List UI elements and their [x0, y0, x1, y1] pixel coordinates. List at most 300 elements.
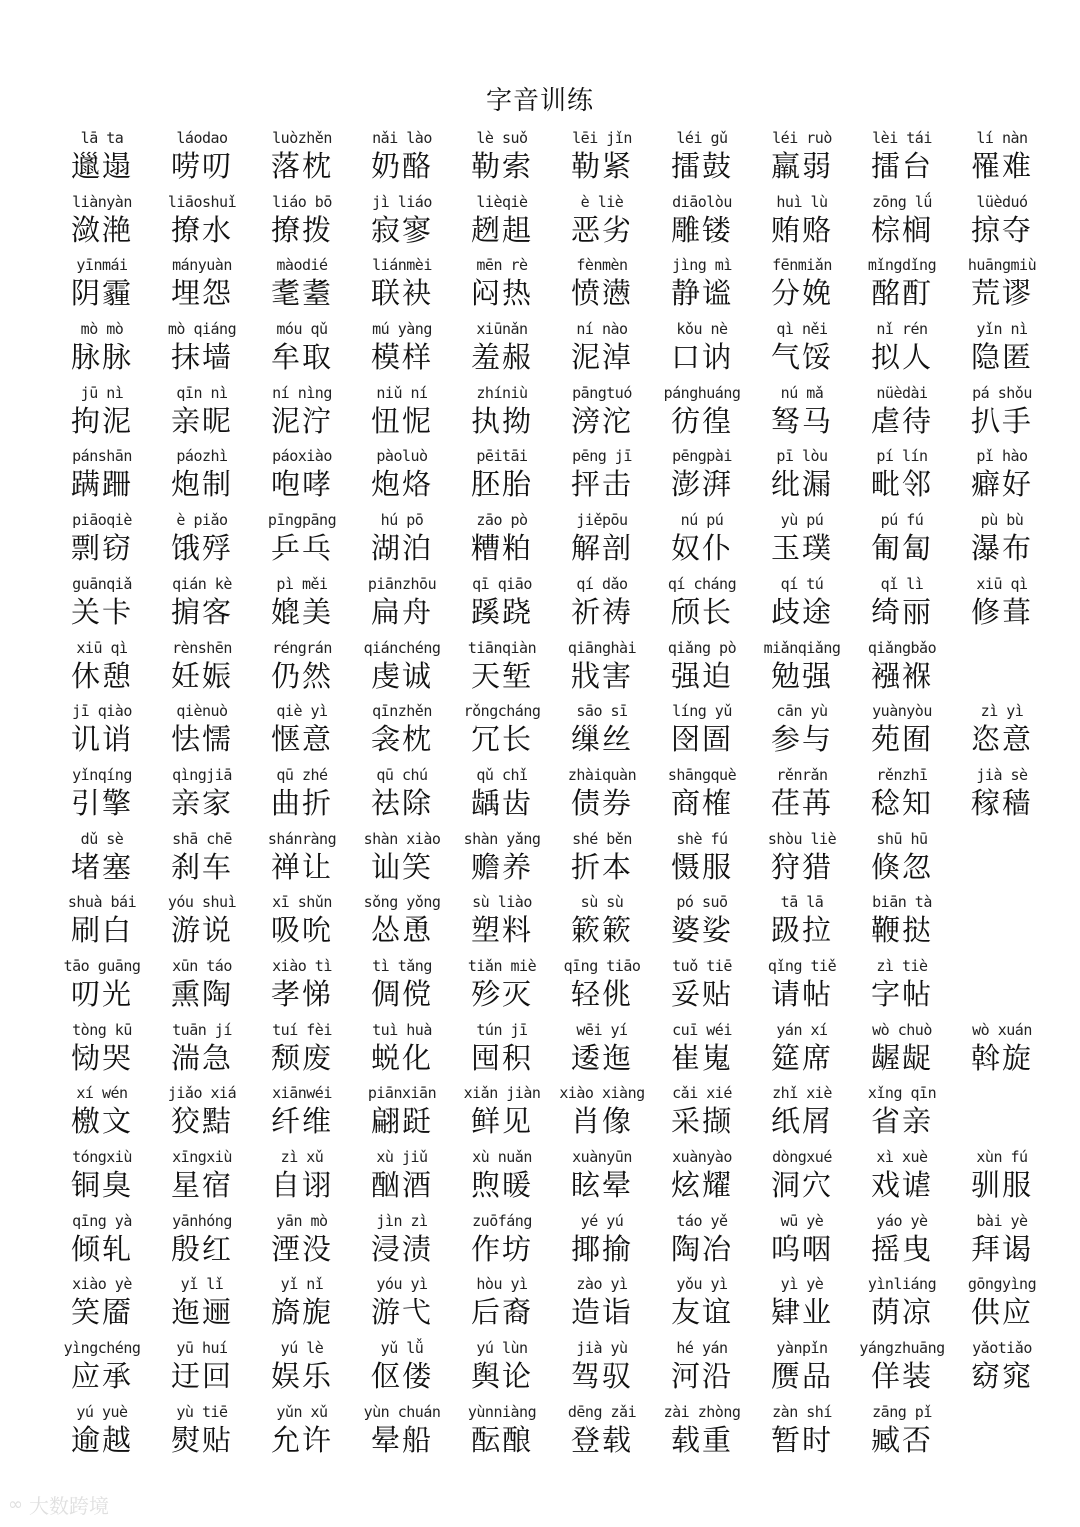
pinyin: wū yè	[780, 1211, 824, 1230]
hanzi-word: 恶劣	[570, 212, 633, 247]
vocab-item	[52, 765, 152, 829]
vocab-item	[652, 574, 752, 638]
vocab-item	[52, 574, 152, 638]
vocab-item	[452, 892, 552, 956]
hanzi-word: 佯装	[870, 1359, 933, 1394]
hanzi-word: 棕榈	[870, 212, 933, 247]
vocab-item	[252, 701, 352, 765]
hanzi-word: 债券	[570, 785, 633, 820]
pinyin: pú fú	[880, 511, 924, 530]
pinyin: yū huí	[176, 1339, 228, 1358]
pinyin: pàoluò	[376, 447, 428, 466]
pinyin: jì liáo	[372, 192, 432, 211]
vocab-item	[552, 956, 652, 1020]
hanzi-word: 唠叨	[170, 149, 233, 183]
vocab-item	[752, 319, 852, 383]
vocab-item	[852, 701, 952, 765]
vocab-item	[52, 446, 152, 510]
vocab-item	[152, 956, 252, 1020]
hanzi-word: 撩水	[170, 212, 233, 247]
hanzi-word: 祈祷	[570, 594, 633, 629]
watermark-text: 大数跨境	[29, 1494, 109, 1518]
hanzi-word: 耄耋	[270, 276, 333, 311]
hanzi-word: 修葺	[970, 594, 1033, 629]
hanzi-word: 休憩	[70, 658, 133, 693]
hanzi-word: 斡旋	[970, 1040, 1033, 1075]
pinyin: páoxiào	[272, 447, 332, 466]
hanzi-word: 翩跹	[370, 1104, 433, 1139]
pinyin: pī lòu	[776, 447, 828, 466]
hanzi-word: 滂沱	[570, 403, 633, 438]
vocab-item	[552, 1211, 652, 1275]
pinyin: qū chú	[376, 765, 428, 784]
vocab-item	[52, 1274, 152, 1338]
pinyin: liànyàn	[72, 192, 132, 211]
vocab-item	[652, 319, 752, 383]
vocab-item	[352, 1020, 452, 1084]
vocab-item	[252, 892, 352, 956]
pinyin: miǎnqiǎng	[763, 638, 841, 657]
pinyin: dēng zǎi	[567, 1402, 637, 1421]
vocab-row	[52, 1083, 1052, 1147]
pinyin: shū hū	[876, 829, 928, 848]
vocab-item	[952, 765, 1052, 829]
vocab-item	[452, 1402, 552, 1466]
hanzi-word: 荫凉	[870, 1295, 933, 1330]
pinyin: réngrán	[272, 638, 332, 657]
hanzi-word: 酗酒	[370, 1168, 433, 1202]
hanzi-word: 洞穴	[770, 1168, 833, 1202]
vocab-item	[852, 574, 952, 638]
vocab-row	[52, 574, 1052, 638]
pinyin: dǔ sè	[80, 829, 124, 848]
hanzi-word: 颓废	[270, 1040, 333, 1075]
vocab-item	[952, 510, 1052, 574]
pinyin: qí cháng	[667, 574, 737, 593]
vocab-item	[852, 1211, 952, 1275]
hanzi-word: 掠夺	[970, 212, 1033, 247]
hanzi-word: 妥贴	[670, 976, 733, 1011]
pinyin: yú lùn	[476, 1339, 528, 1358]
vocab-item	[652, 1402, 752, 1466]
hanzi-word: 强迫	[670, 658, 733, 693]
vocab-grid	[52, 128, 1052, 1465]
pinyin: mǐngdǐng	[867, 256, 937, 275]
hanzi-word: 炮制	[170, 467, 233, 502]
vocab-item	[852, 1402, 952, 1466]
vocab-row	[52, 1402, 1052, 1466]
vocab-item	[52, 956, 152, 1020]
pinyin: yú lè	[280, 1339, 324, 1358]
vocab-item	[252, 829, 352, 893]
pinyin: cuī wéi	[672, 1020, 732, 1039]
pinyin: qí tú	[780, 574, 824, 593]
vocab-item	[652, 956, 752, 1020]
vocab-item	[552, 1147, 652, 1211]
hanzi-word: 玉璞	[770, 531, 833, 566]
vocab-item	[52, 1338, 152, 1402]
pinyin: mēn rè	[476, 256, 528, 275]
pinyin: yànpǐn	[776, 1339, 828, 1358]
hanzi-word: 鞭挞	[870, 913, 933, 948]
vocab-item	[252, 1274, 352, 1338]
hanzi-word: 联袂	[370, 276, 433, 311]
vocab-item	[352, 128, 452, 192]
pinyin: qiènuò	[176, 702, 228, 721]
vocab-item	[152, 383, 252, 447]
pinyin: liánmèi	[372, 256, 432, 275]
pinyin: páozhì	[176, 447, 228, 466]
pinyin: xǐng qīn	[867, 1084, 937, 1103]
vocab-item	[152, 1274, 252, 1338]
vocab-item	[752, 510, 852, 574]
pinyin: yùnniàng	[467, 1402, 537, 1421]
vocab-item	[952, 1274, 1052, 1338]
hanzi-word: 商榷	[670, 785, 733, 820]
pinyin: lèi tái	[872, 129, 932, 147]
pinyin: qiānghài	[567, 638, 637, 657]
vocab-row	[52, 956, 1052, 1020]
vocab-item	[752, 128, 852, 192]
pinyin: nüèdài	[876, 383, 928, 402]
pinyin: tuān jí	[172, 1020, 232, 1039]
hanzi-word: 肖像	[570, 1104, 633, 1139]
vocab-item	[252, 446, 352, 510]
pinyin: jī qiào	[72, 702, 132, 721]
pinyin: yǔn xǔ	[276, 1402, 328, 1421]
pinyin: xù jiǔ	[376, 1148, 428, 1166]
pinyin: lièqiè	[476, 192, 528, 211]
hanzi-word: 孝悌	[270, 976, 333, 1011]
pinyin: biān tà	[872, 893, 932, 912]
watermark-logo-icon: ∞	[8, 1494, 23, 1515]
vocab-item	[352, 1274, 452, 1338]
pinyin: xiū qì	[976, 574, 1028, 593]
hanzi-word: 稔知	[870, 785, 933, 820]
hanzi-word: 苑囿	[870, 722, 933, 757]
page-title: 字音训练	[485, 86, 594, 116]
pinyin: yǎotiǎo	[972, 1339, 1032, 1358]
hanzi-word: 胚胎	[470, 467, 533, 502]
hanzi-word: 省亲	[870, 1104, 933, 1139]
pinyin: tā lā	[780, 893, 824, 912]
pinyin: tuǒ tiē	[672, 956, 732, 975]
pinyin: táo yě	[676, 1211, 728, 1230]
hanzi-word: 旖旎	[270, 1295, 333, 1330]
vocab-row	[52, 1274, 1052, 1338]
vocab-item	[752, 383, 852, 447]
pinyin: pánshān	[72, 447, 132, 466]
hanzi-word: 寂寥	[370, 212, 433, 247]
hanzi-word: 崔嵬	[670, 1040, 733, 1075]
vocab-row	[52, 1211, 1052, 1275]
vocab-item	[552, 701, 652, 765]
vocab-item	[452, 1147, 552, 1211]
hanzi-word: 倏忽	[870, 849, 933, 884]
hanzi-word: 讥诮	[70, 722, 133, 757]
pinyin: qì něi	[776, 320, 828, 339]
vocab-item	[652, 192, 752, 256]
vocab-item	[352, 638, 452, 702]
pinyin: xiào tì	[272, 956, 332, 975]
hanzi-word: 撩拨	[270, 212, 333, 247]
vocab-item	[552, 383, 652, 447]
vocab-item	[152, 1083, 252, 1147]
hanzi-word: 酝酿	[470, 1422, 533, 1457]
vocab-item	[752, 1083, 852, 1147]
vocab-item	[752, 765, 852, 829]
hanzi-word: 鲜见	[470, 1104, 533, 1139]
vocab-item	[652, 510, 752, 574]
hanzi-word: 牟取	[270, 340, 333, 375]
pinyin: yǐ nǐ	[280, 1275, 324, 1294]
vocab-item	[552, 1083, 652, 1147]
hanzi-word: 荒谬	[970, 276, 1033, 311]
hanzi-word: 晕船	[370, 1422, 433, 1457]
vocab-item	[552, 574, 652, 638]
pinyin: ní nào	[576, 320, 628, 339]
pinyin: yānhóng	[172, 1211, 232, 1230]
pinyin: yǔ lǚ	[380, 1339, 424, 1358]
vocab-item	[552, 319, 652, 383]
vocab-item	[152, 829, 252, 893]
vocab-item	[152, 638, 252, 702]
hanzi-word: 口讷	[670, 340, 733, 375]
vocab-item	[852, 1338, 952, 1402]
vocab-item	[452, 1274, 552, 1338]
hanzi-word: 脉脉	[70, 340, 133, 375]
pinyin: pāngtuó	[572, 383, 632, 402]
hanzi-word: 趿拉	[770, 913, 833, 948]
hanzi-word: 湖泊	[370, 531, 433, 566]
vocab-item	[152, 1211, 252, 1275]
pinyin: yì yè	[780, 1275, 824, 1294]
pinyin: yù pú	[780, 511, 824, 530]
vocab-item	[852, 1147, 952, 1211]
pinyin: tuí fèi	[272, 1020, 332, 1039]
vocab-item	[452, 956, 552, 1020]
pinyin: mò qiáng	[167, 320, 237, 339]
pinyin: qī qiāo	[472, 574, 532, 593]
pinyin: qián kè	[172, 574, 232, 593]
vocab-item	[52, 510, 152, 574]
pinyin: màodié	[276, 256, 328, 275]
hanzi-word: 戏谑	[870, 1168, 933, 1202]
vocab-item	[452, 319, 552, 383]
hanzi-word: 檄文	[70, 1104, 133, 1139]
pinyin: xiū qì	[76, 638, 128, 657]
pinyin: nǐ rén	[876, 320, 928, 339]
pinyin: sù liào	[472, 893, 532, 912]
hanzi-word: 纰漏	[770, 467, 833, 502]
hanzi-word: 蜕化	[370, 1040, 433, 1075]
pinyin: shāngquè	[667, 765, 737, 784]
vocab-item	[952, 1020, 1052, 1084]
pinyin: pēitāi	[476, 447, 528, 466]
pinyin: xiānwéi	[272, 1084, 332, 1103]
hanzi-word: 泥泞	[270, 403, 333, 438]
vocab-item	[552, 1020, 652, 1084]
hanzi-word: 扒手	[970, 403, 1033, 438]
vocab-item	[852, 956, 952, 1020]
hanzi-word: 龋齿	[470, 785, 533, 820]
hanzi-word: 糟粕	[470, 531, 533, 566]
vocab-row	[52, 192, 1052, 256]
pinyin: ní nìng	[272, 383, 332, 402]
pinyin: lè suǒ	[476, 129, 528, 147]
pinyin: móu qǔ	[276, 320, 328, 339]
hanzi-word: 赡养	[470, 849, 533, 884]
pinyin: yú yuè	[76, 1402, 128, 1421]
hanzi-word: 摇曳	[870, 1231, 933, 1266]
hanzi-word: 驯服	[970, 1168, 1033, 1202]
hanzi-word: 抨击	[570, 467, 633, 502]
pinyin: xùn fú	[976, 1148, 1028, 1166]
hanzi-word: 拜谒	[970, 1231, 1033, 1266]
pinyin: shàn yǎng	[463, 829, 541, 848]
pinyin: yìngchéng	[63, 1339, 141, 1358]
pinyin: qū zhé	[276, 765, 328, 784]
pinyin: hé yán	[676, 1339, 728, 1358]
hanzi-word: 邋遢	[70, 149, 133, 183]
vocab-item	[252, 192, 352, 256]
hanzi-word: 游说	[170, 913, 233, 948]
pinyin: tāo guāng	[63, 956, 141, 975]
hanzi-word: 囤积	[470, 1040, 533, 1075]
hanzi-word: 阴霾	[70, 276, 133, 311]
pinyin: pì měi	[276, 574, 328, 593]
pinyin: nú pú	[680, 511, 724, 530]
hanzi-word: 殷红	[170, 1231, 233, 1266]
pinyin: qìngjiā	[172, 765, 232, 784]
vocab-item	[52, 255, 152, 319]
hanzi-word: 媲美	[270, 594, 333, 629]
hanzi-word: 绮丽	[870, 594, 933, 629]
hanzi-word: 静谧	[670, 276, 733, 311]
vocab-row	[52, 383, 1052, 447]
vocab-item	[352, 1402, 452, 1466]
pinyin: tóngxiù	[72, 1148, 132, 1166]
hanzi-word: 气馁	[770, 340, 833, 375]
pinyin: pí lín	[876, 447, 928, 466]
hanzi-word: 友谊	[670, 1295, 733, 1330]
hanzi-word: 饿殍	[170, 531, 233, 566]
hanzi-word: 恸哭	[70, 1040, 133, 1075]
hanzi-word: 河沿	[670, 1359, 733, 1394]
pinyin: huì lù	[776, 192, 828, 211]
pinyin: sǒng yǒng	[363, 893, 441, 912]
pinyin: yǒu yì	[676, 1275, 728, 1294]
vocab-item	[52, 1402, 152, 1466]
pinyin: shòu liè	[767, 829, 837, 848]
hanzi-word: 奶酪	[370, 149, 433, 183]
hanzi-word: 婆娑	[670, 913, 733, 948]
vocab-item	[652, 128, 752, 192]
pinyin: xiūnǎn	[476, 320, 528, 339]
pinyin: pēngpài	[672, 447, 732, 466]
hanzi-word: 恣意	[970, 722, 1033, 757]
hanzi-word: 羞赧	[470, 340, 533, 375]
pinyin: rěnrǎn	[776, 765, 828, 784]
vocab-item	[952, 446, 1052, 510]
pinyin: liáo bō	[272, 192, 332, 211]
vocab-item	[552, 1274, 652, 1338]
vocab-item	[252, 1402, 352, 1466]
vocab-item	[852, 829, 952, 893]
hanzi-word: 拟人	[870, 340, 933, 375]
hanzi-word: 乒乓	[270, 531, 333, 566]
hanzi-word: 呜咽	[770, 1231, 833, 1266]
pinyin: tún jī	[476, 1020, 528, 1039]
hanzi-word: 载重	[670, 1422, 733, 1457]
vocab-item	[652, 383, 752, 447]
vocab-item	[452, 1020, 552, 1084]
pinyin: bài yè	[976, 1211, 1028, 1230]
hanzi-word: 湮没	[270, 1231, 333, 1266]
vocab-item	[552, 1338, 652, 1402]
pinyin: yìnliáng	[867, 1275, 937, 1294]
pinyin: líng yǔ	[672, 702, 732, 721]
vocab-item	[52, 892, 152, 956]
hanzi-word: 逾越	[70, 1422, 133, 1457]
pinyin: shè fú	[676, 829, 728, 848]
pinyin: piāoqiè	[72, 511, 132, 530]
pinyin: yán xí	[776, 1020, 828, 1039]
vocab-item	[952, 1211, 1052, 1275]
vocab-item	[652, 1274, 752, 1338]
pinyin: qiánchéng	[363, 638, 441, 657]
pinyin: yángzhuāng	[859, 1339, 945, 1358]
pinyin: tiānqiàn	[467, 638, 537, 657]
hanzi-word: 折本	[570, 849, 633, 884]
hanzi-word: 炮烙	[370, 467, 433, 502]
vocab-item	[252, 1083, 352, 1147]
pinyin: hú pō	[380, 511, 424, 530]
hanzi-word: 匍匐	[870, 531, 933, 566]
vocab-row	[52, 829, 1052, 893]
hanzi-word: 虔诚	[370, 658, 433, 693]
pinyin: lí nàn	[976, 129, 1028, 147]
pinyin: pēng jī	[572, 447, 632, 466]
vocab-item	[652, 829, 752, 893]
vocab-item	[552, 892, 652, 956]
hanzi-word: 衾枕	[370, 722, 433, 757]
hanzi-word: 暂时	[770, 1422, 833, 1457]
pinyin: xīngxiù	[172, 1148, 232, 1166]
pinyin: jìn zì	[376, 1211, 428, 1230]
vocab-item	[52, 1020, 152, 1084]
pinyin: cǎi xié	[672, 1084, 732, 1103]
hanzi-word: 囹圄	[670, 722, 733, 757]
vocab-item	[252, 1147, 352, 1211]
pinyin: lā ta	[80, 129, 124, 147]
hanzi-word: 扁舟	[370, 594, 433, 629]
vocab-item	[152, 192, 252, 256]
hanzi-word: 驾驭	[570, 1359, 633, 1394]
vocab-item	[952, 1147, 1052, 1211]
hanzi-word: 缫丝	[570, 722, 633, 757]
hanzi-word: 擂鼓	[670, 149, 733, 183]
hanzi-word: 怯懦	[170, 722, 233, 757]
pinyin: xiǎn jiàn	[463, 1084, 541, 1103]
vocab-row	[52, 638, 1052, 702]
hanzi-word: 亲家	[170, 785, 233, 820]
vocab-item	[952, 128, 1052, 192]
hanzi-word: 埋怨	[170, 276, 233, 311]
vocab-item	[252, 1338, 352, 1402]
pinyin: rǒngcháng	[463, 702, 541, 721]
vocab-item	[652, 1020, 752, 1084]
